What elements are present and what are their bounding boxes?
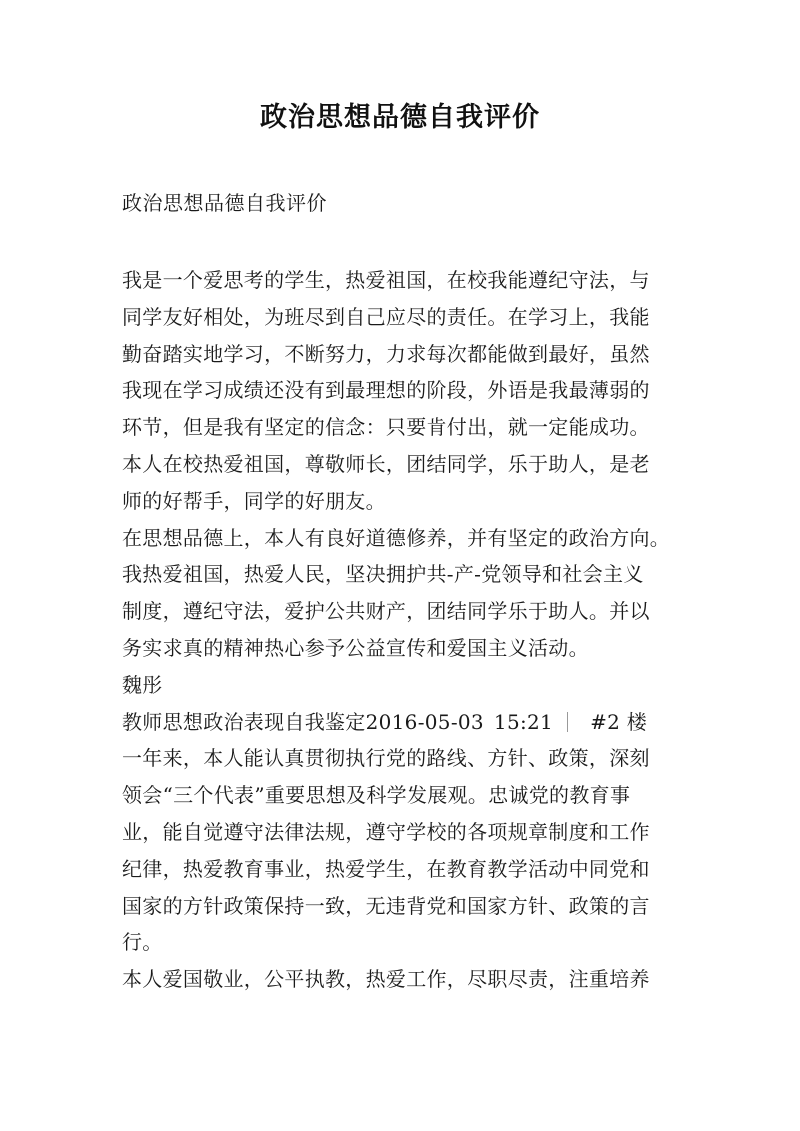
post-meta-date: 2016-05-03 (365, 709, 484, 734)
paragraph-line: 制度，遵纪守法，爱护公共财产，团结同学乐于助人。并以 (122, 599, 650, 624)
paragraph-line: 环节，但是我有坚定的信念：只要肯付出，就一定能成功。 (122, 415, 650, 440)
document-body (122, 262, 702, 998)
paragraph-line: 行。 (122, 930, 163, 955)
paragraph-line: 师的好帮手，同学的好朋友。 (122, 488, 386, 513)
paragraph-line: 在思想品德上，本人有良好道德修养，并有坚定的政治方向。 (122, 525, 671, 550)
paragraph-line: 国家的方针政策保持一致，无违背党和国家方针、政策的言 (122, 893, 650, 918)
paragraph-line: 我现在学习成绩还没有到最理想的阶段，外语是我最薄弱的 (122, 378, 650, 403)
document-subtitle: 政治思想品德自我评价 (122, 191, 327, 215)
paragraph-line: 一年来，本人能认真贯彻执行党的路线、方针、政策，深刻 (122, 746, 650, 771)
separator (567, 712, 568, 732)
post-meta-label: 教师思想政治表现自我鉴定 (122, 709, 366, 734)
paragraph-line: 本人在校热爱祖国，尊敬师长，团结同学，乐于助人，是老 (122, 451, 650, 476)
paragraph-line: 业，能自觉遵守法律法规，遵守学校的各项规章制度和工作 (122, 819, 650, 844)
post-meta-time: 15:21 (493, 709, 554, 734)
paragraph-line: 务实求真的精神热心参予公益宣传和爱国主义活动。 (122, 635, 589, 660)
author-name: 魏彤 (122, 672, 163, 697)
paragraph-line: 纪律，热爱教育事业，热爱学生，在教育教学活动中同党和 (122, 856, 650, 881)
paragraph-line: 同学友好相处，为班尽到自己应尽的责任。在学习上，我能 (122, 304, 650, 329)
paragraph-line: 我热爱祖国，热爱人民，坚决拥护共-产-党领导和社会主义 (122, 562, 644, 587)
post-meta-floor: #2 楼 (590, 709, 648, 734)
paragraph-line: 勤奋踏实地学习，不断努力，力求每次都能做到最好，虽然 (122, 341, 650, 366)
post-meta (122, 704, 702, 741)
paragraph-line: 本人爱国敬业，公平执教，热爱工作，尽职尽责，注重培养 (122, 967, 650, 992)
paragraph-line: 领会“三个代表”重要思想及科学发展观。忠诚党的教育事 (122, 783, 631, 808)
paragraph-line: 我是一个爱思考的学生，热爱祖国，在校我能遵纪守法，与 (122, 268, 650, 292)
document-title: 政治思想品德自我评价 (260, 102, 540, 133)
